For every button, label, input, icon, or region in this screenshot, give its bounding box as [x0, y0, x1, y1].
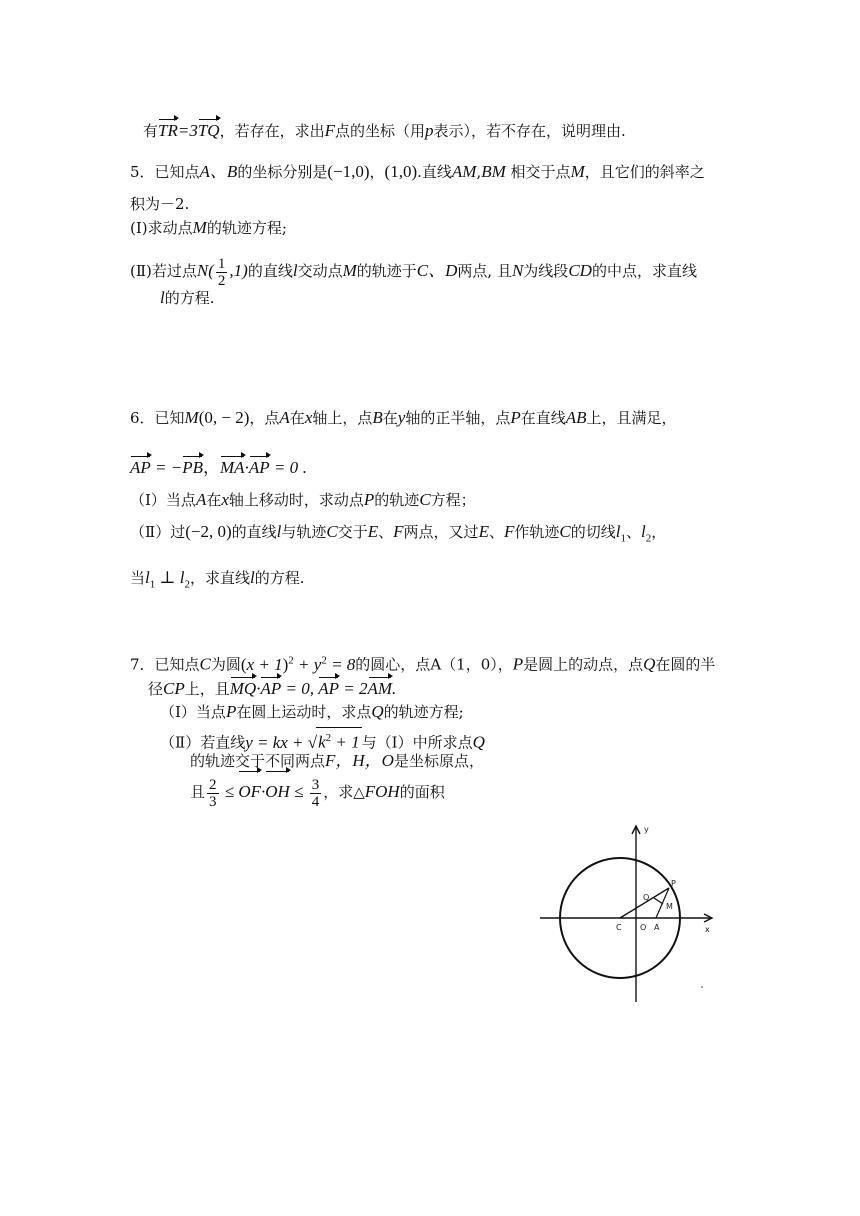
text: 在圆上运动时，求点 [236, 703, 372, 721]
text: （Ⅱ）过 [130, 523, 186, 541]
q7-number: 7．已知点 [130, 655, 200, 674]
label-c: C [616, 923, 622, 932]
q7-part-2-line-3 [190, 770, 445, 811]
text: 、 [625, 523, 641, 541]
text: 与（Ⅰ）中所求点 [361, 733, 473, 752]
text: 上，且满足， [586, 409, 677, 427]
text: （Ⅰ）当点 [160, 703, 226, 721]
var: M [570, 162, 585, 181]
var: C、D [416, 261, 458, 280]
text: 在 [289, 409, 305, 427]
var: F，H，O [325, 751, 394, 770]
formula: AM [451, 162, 477, 181]
q5-part-1 [130, 218, 287, 238]
formula: (1,0) [384, 162, 418, 181]
var: CD [568, 261, 592, 280]
text: （Ⅱ）若直线 [160, 733, 246, 752]
text: ，若存在，求出 [219, 122, 325, 140]
q7-part-1 [160, 702, 464, 722]
text: (Ⅰ)求动点 [130, 219, 193, 237]
circle-figure [530, 820, 730, 1010]
var: C [199, 654, 211, 674]
formula: $l_1$ ⊥ $l_2$ [145, 568, 190, 591]
var: P [512, 654, 524, 674]
text: 的方程. [164, 289, 215, 307]
text: （Ⅰ）当点 [130, 491, 196, 509]
var: FOH [364, 782, 400, 801]
segment-qm [654, 898, 663, 904]
text: 方程； [430, 491, 476, 509]
var: Q [371, 702, 384, 721]
q6-line-1: 6．已知M(0, − 2)，点A在x轴上，点B在y轴的正半轴，点P在直线AB上，且满足， [130, 408, 677, 427]
text: A（1，0）， [430, 655, 513, 674]
label-m: M [666, 902, 673, 911]
q5-line-1: 5．已知点A、B的坐标分别是(−1,0)，(1,0).直线AM,BM 相交于点M，且它们的斜率之 [130, 162, 705, 181]
text: 上，且 [184, 680, 230, 698]
label-y: y [644, 825, 649, 834]
var: CP [163, 679, 185, 698]
q7-line-1 [130, 650, 715, 675]
q6-line-2 [130, 455, 307, 478]
text: 的轨迹方程; [206, 219, 287, 237]
text: 的面积 [399, 783, 445, 801]
formula: BM [481, 162, 506, 181]
text: ，且它们的斜率之 [584, 163, 705, 181]
text: 在圆的半 [655, 655, 716, 674]
text: 轴上，点 [312, 409, 373, 427]
text: 的圆心，点 [355, 655, 431, 674]
text: 表示），若不存在，说明理由. [433, 122, 626, 140]
var: A、B [199, 162, 238, 181]
formula-inequality: $\frac{2}{3}$ ≤ OF·OH ≤ $\frac{3}{4}$ [205, 782, 323, 801]
label-a: A [654, 923, 660, 932]
text: 作轨迹 [514, 523, 560, 541]
text: 在 [206, 491, 222, 509]
formula-vectors: AP = −PB，MA·AP = 0 . [130, 458, 307, 477]
var: p [425, 121, 434, 140]
var: F [324, 121, 335, 140]
formula-tr-tq: TR=3TQ [158, 121, 220, 140]
x-axis [540, 914, 712, 922]
formula-vectors: MQ·AP = 0, AP = 2AM. [230, 679, 397, 698]
q7-part-2-line-2 [190, 751, 484, 771]
q6-part-2: （Ⅱ）过(−2, 0)的直线l与轨迹C交于E、F两点，又过E、F作轨迹C的切线$l_1$、$l_2$， [130, 522, 667, 545]
formula-circle: $(x + 1)^2 + y^2 = 8$ [240, 654, 356, 674]
text: 轴的正半轴，点 [405, 409, 511, 427]
q5-number: 5．已知点 [130, 163, 200, 181]
formula: (−2, 0) [185, 522, 232, 541]
q6-part-1: （Ⅰ）当点A在x轴上移动时，求动点P的轨迹C方程； [130, 490, 476, 509]
text: .直线 [417, 163, 452, 181]
text: 的坐标分别是 [237, 163, 328, 181]
text: 当 [130, 569, 146, 587]
text: 且 [190, 783, 206, 801]
label-o: O [640, 923, 647, 932]
text: ，点 [249, 409, 280, 427]
var: N [511, 261, 524, 280]
label-x: x [705, 925, 710, 934]
q5-part-2-cont: l的方程. [160, 288, 215, 307]
text: 在 [382, 409, 398, 427]
text: 是坐标原点， [393, 752, 484, 770]
q6-number: 6．已知 [130, 409, 185, 427]
formula: (−1,0) [327, 162, 370, 181]
text: 、 [378, 523, 394, 541]
text: ，求△ [323, 783, 365, 801]
var: P [225, 702, 237, 721]
text: 的方程. [254, 569, 305, 587]
label-p: P [671, 879, 676, 888]
formula-point-n: N( $\frac{1}{2}$ ,1) [196, 255, 248, 289]
text: 交于 [337, 523, 368, 541]
var: Q [472, 732, 485, 752]
text: 点的坐标（用 [334, 122, 425, 140]
text: 与轨迹 [281, 523, 327, 541]
text: 交动点 [297, 262, 343, 280]
text: 为圆 [210, 655, 241, 674]
text: 的中点，求直线 [591, 262, 697, 280]
text: 径 [148, 680, 164, 698]
var: Q [643, 654, 656, 674]
text: 在直线 [520, 409, 566, 427]
formula-line: y = kx + $√k^2 + 1$ [245, 733, 361, 752]
var: M [192, 218, 207, 237]
label-q: Q [643, 893, 650, 902]
text: 的轨迹交于不同两点 [190, 752, 326, 770]
text: 积为－2. [130, 195, 190, 213]
text: 的直线 [247, 262, 293, 280]
text: 轴上移动时，求动点 [228, 491, 364, 509]
text: 是圆上的动点，点 [523, 655, 644, 674]
text: ， [651, 523, 667, 541]
q6-line-end: 当$l_1$ ⊥ $l_2$，求直线l的方程. [130, 568, 305, 591]
continuation-line [143, 118, 626, 141]
q7-part-2 [160, 727, 485, 753]
text: ，求直线 [189, 569, 250, 587]
stray-dot [701, 986, 703, 988]
q5-part-2: (Ⅱ)若过点N( $\frac{1}{2}$ ,1)的直线l交动点M的轨迹于C、D两点, 且N为线段CD的中点，求直线 [130, 255, 697, 289]
text: 的切线 [570, 523, 616, 541]
q7-line-2 [148, 676, 396, 699]
text: 的轨迹 [374, 491, 420, 509]
q5-line-2 [130, 194, 189, 214]
formula: M(0, − 2) [184, 408, 250, 427]
text: 有 [143, 122, 159, 140]
text: (Ⅱ)若过点 [130, 262, 197, 280]
text: 两点，又过 [403, 523, 479, 541]
text: 的轨迹方程; [383, 703, 464, 721]
text: 为线段 [523, 262, 569, 280]
text: 两点, 且 [457, 262, 512, 280]
text: 相交于点 [510, 163, 571, 181]
text: 的直线 [231, 523, 277, 541]
text: 的轨迹于 [356, 262, 417, 280]
text: 、 [488, 523, 504, 541]
